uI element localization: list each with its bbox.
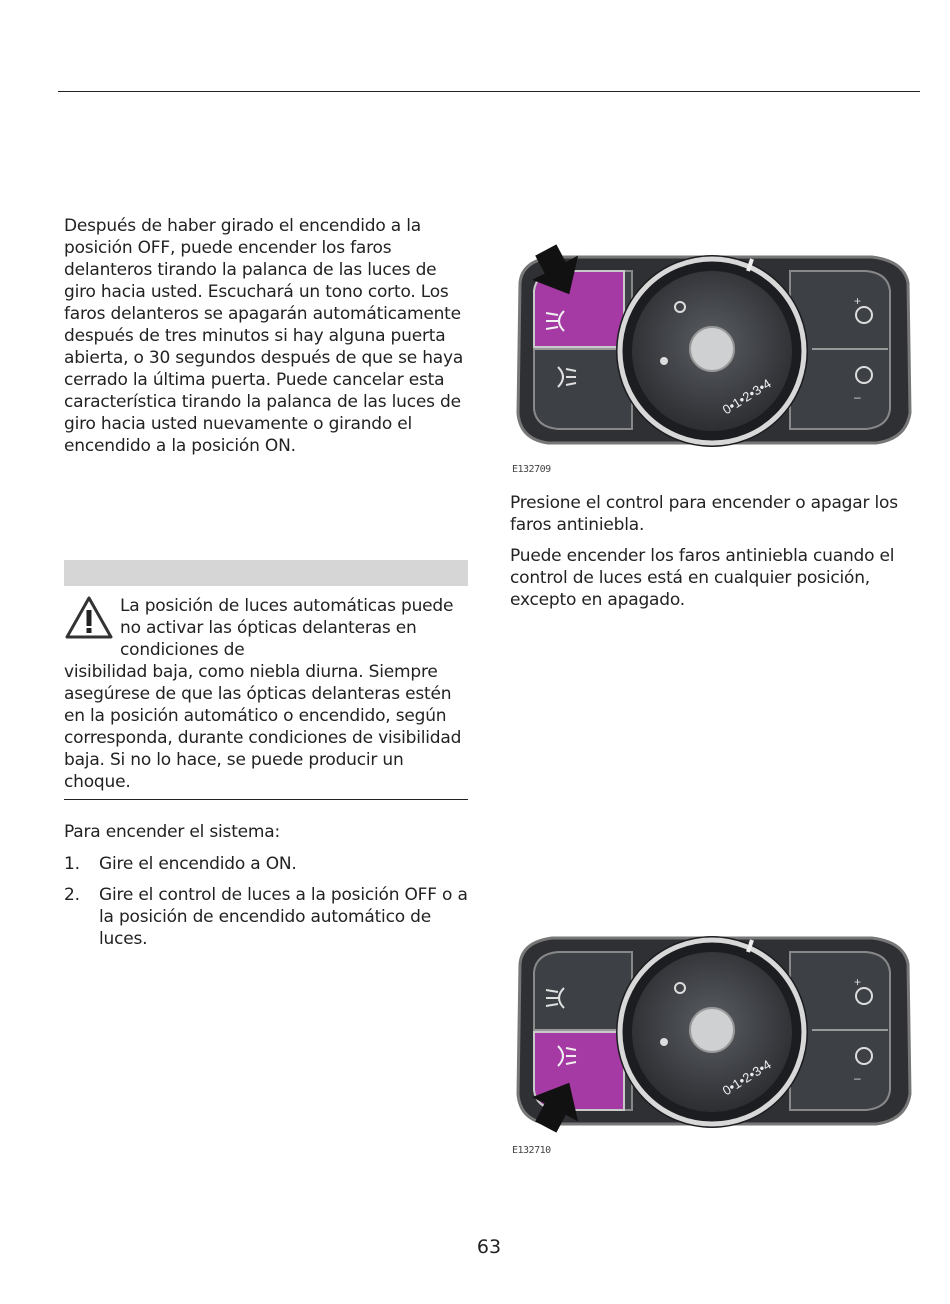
warning-triangle-icon xyxy=(64,595,114,641)
list-item xyxy=(64,853,468,875)
section-heading-bar xyxy=(64,560,468,586)
minus-label: – xyxy=(854,390,861,404)
light-switch-illustration xyxy=(512,924,912,1134)
step-number: 2. xyxy=(64,885,80,905)
intro-block xyxy=(64,821,468,843)
figure-front-fog-control xyxy=(512,243,912,453)
plus-label: + xyxy=(854,975,862,989)
warning-text-rest: visibilidad baja, como niebla diurna. Siempre asegúrese de que las ópticas delanteras estén en la posición automático o encendido, según corresponda, durante condiciones de visibilidad baja. Si no lo hace, se puede producir un choque. xyxy=(64,662,462,792)
warning-rule xyxy=(64,799,468,800)
left-paragraph-1-block xyxy=(64,215,468,457)
list-item xyxy=(64,884,468,950)
steps-intro: Para encender el sistema: xyxy=(64,822,281,842)
page-number: 63 xyxy=(476,1236,502,1258)
steps-list xyxy=(64,853,468,959)
dial-center-knob[interactable] xyxy=(690,1008,734,1052)
paragraph-press-control: Presione el control para encender o apagar los faros antiniebla. xyxy=(510,493,898,535)
paragraph-headlamp-exit-delay: Después de haber girado el encendido a la posición OFF, puede encender los faros delanteros tirando la palanca de las luces de giro hacia usted. Escuchará un tono corto. Los faros delanteros se apagarán automáticamente después de tres minutos si hay alguna puerta abierta, o 30 segundos después de que se haya cerrado la última puerta. Puede cancelar esta característica tirando la palanca de las luces de giro hacia usted nuevamente o girando el encendido a la posición ON. xyxy=(64,216,464,456)
plus-label: + xyxy=(854,294,862,308)
figure-rear-fog-control xyxy=(512,924,912,1134)
step-text: Gire el control de luces a la posición OFF o a la posición de encendido automático de luces. xyxy=(99,885,468,949)
dial-center-knob[interactable] xyxy=(690,327,734,371)
minus-label: – xyxy=(854,1071,861,1085)
dial-scale-label: 0•1•2•3•4 xyxy=(719,1056,774,1099)
dial-scale-label: 0•1•2•3•4 xyxy=(719,375,774,418)
warning-block xyxy=(64,595,468,793)
right-paragraph-block xyxy=(510,492,920,611)
figure-code-1: E132709 xyxy=(512,464,551,475)
figure-code-2: E132710 xyxy=(512,1145,551,1156)
step-number: 1. xyxy=(64,854,80,874)
warning-text-first: La posición de luces automáticas puede no activar las ópticas delanteras en condiciones de xyxy=(120,596,454,660)
header-rule xyxy=(58,91,920,92)
light-switch-illustration xyxy=(512,243,912,453)
step-text: Gire el encendido a ON. xyxy=(99,854,297,874)
paragraph-fog-availability: Puede encender los faros antiniebla cuando el control de luces está en cualquier posición, excepto en apagado. xyxy=(510,546,895,610)
